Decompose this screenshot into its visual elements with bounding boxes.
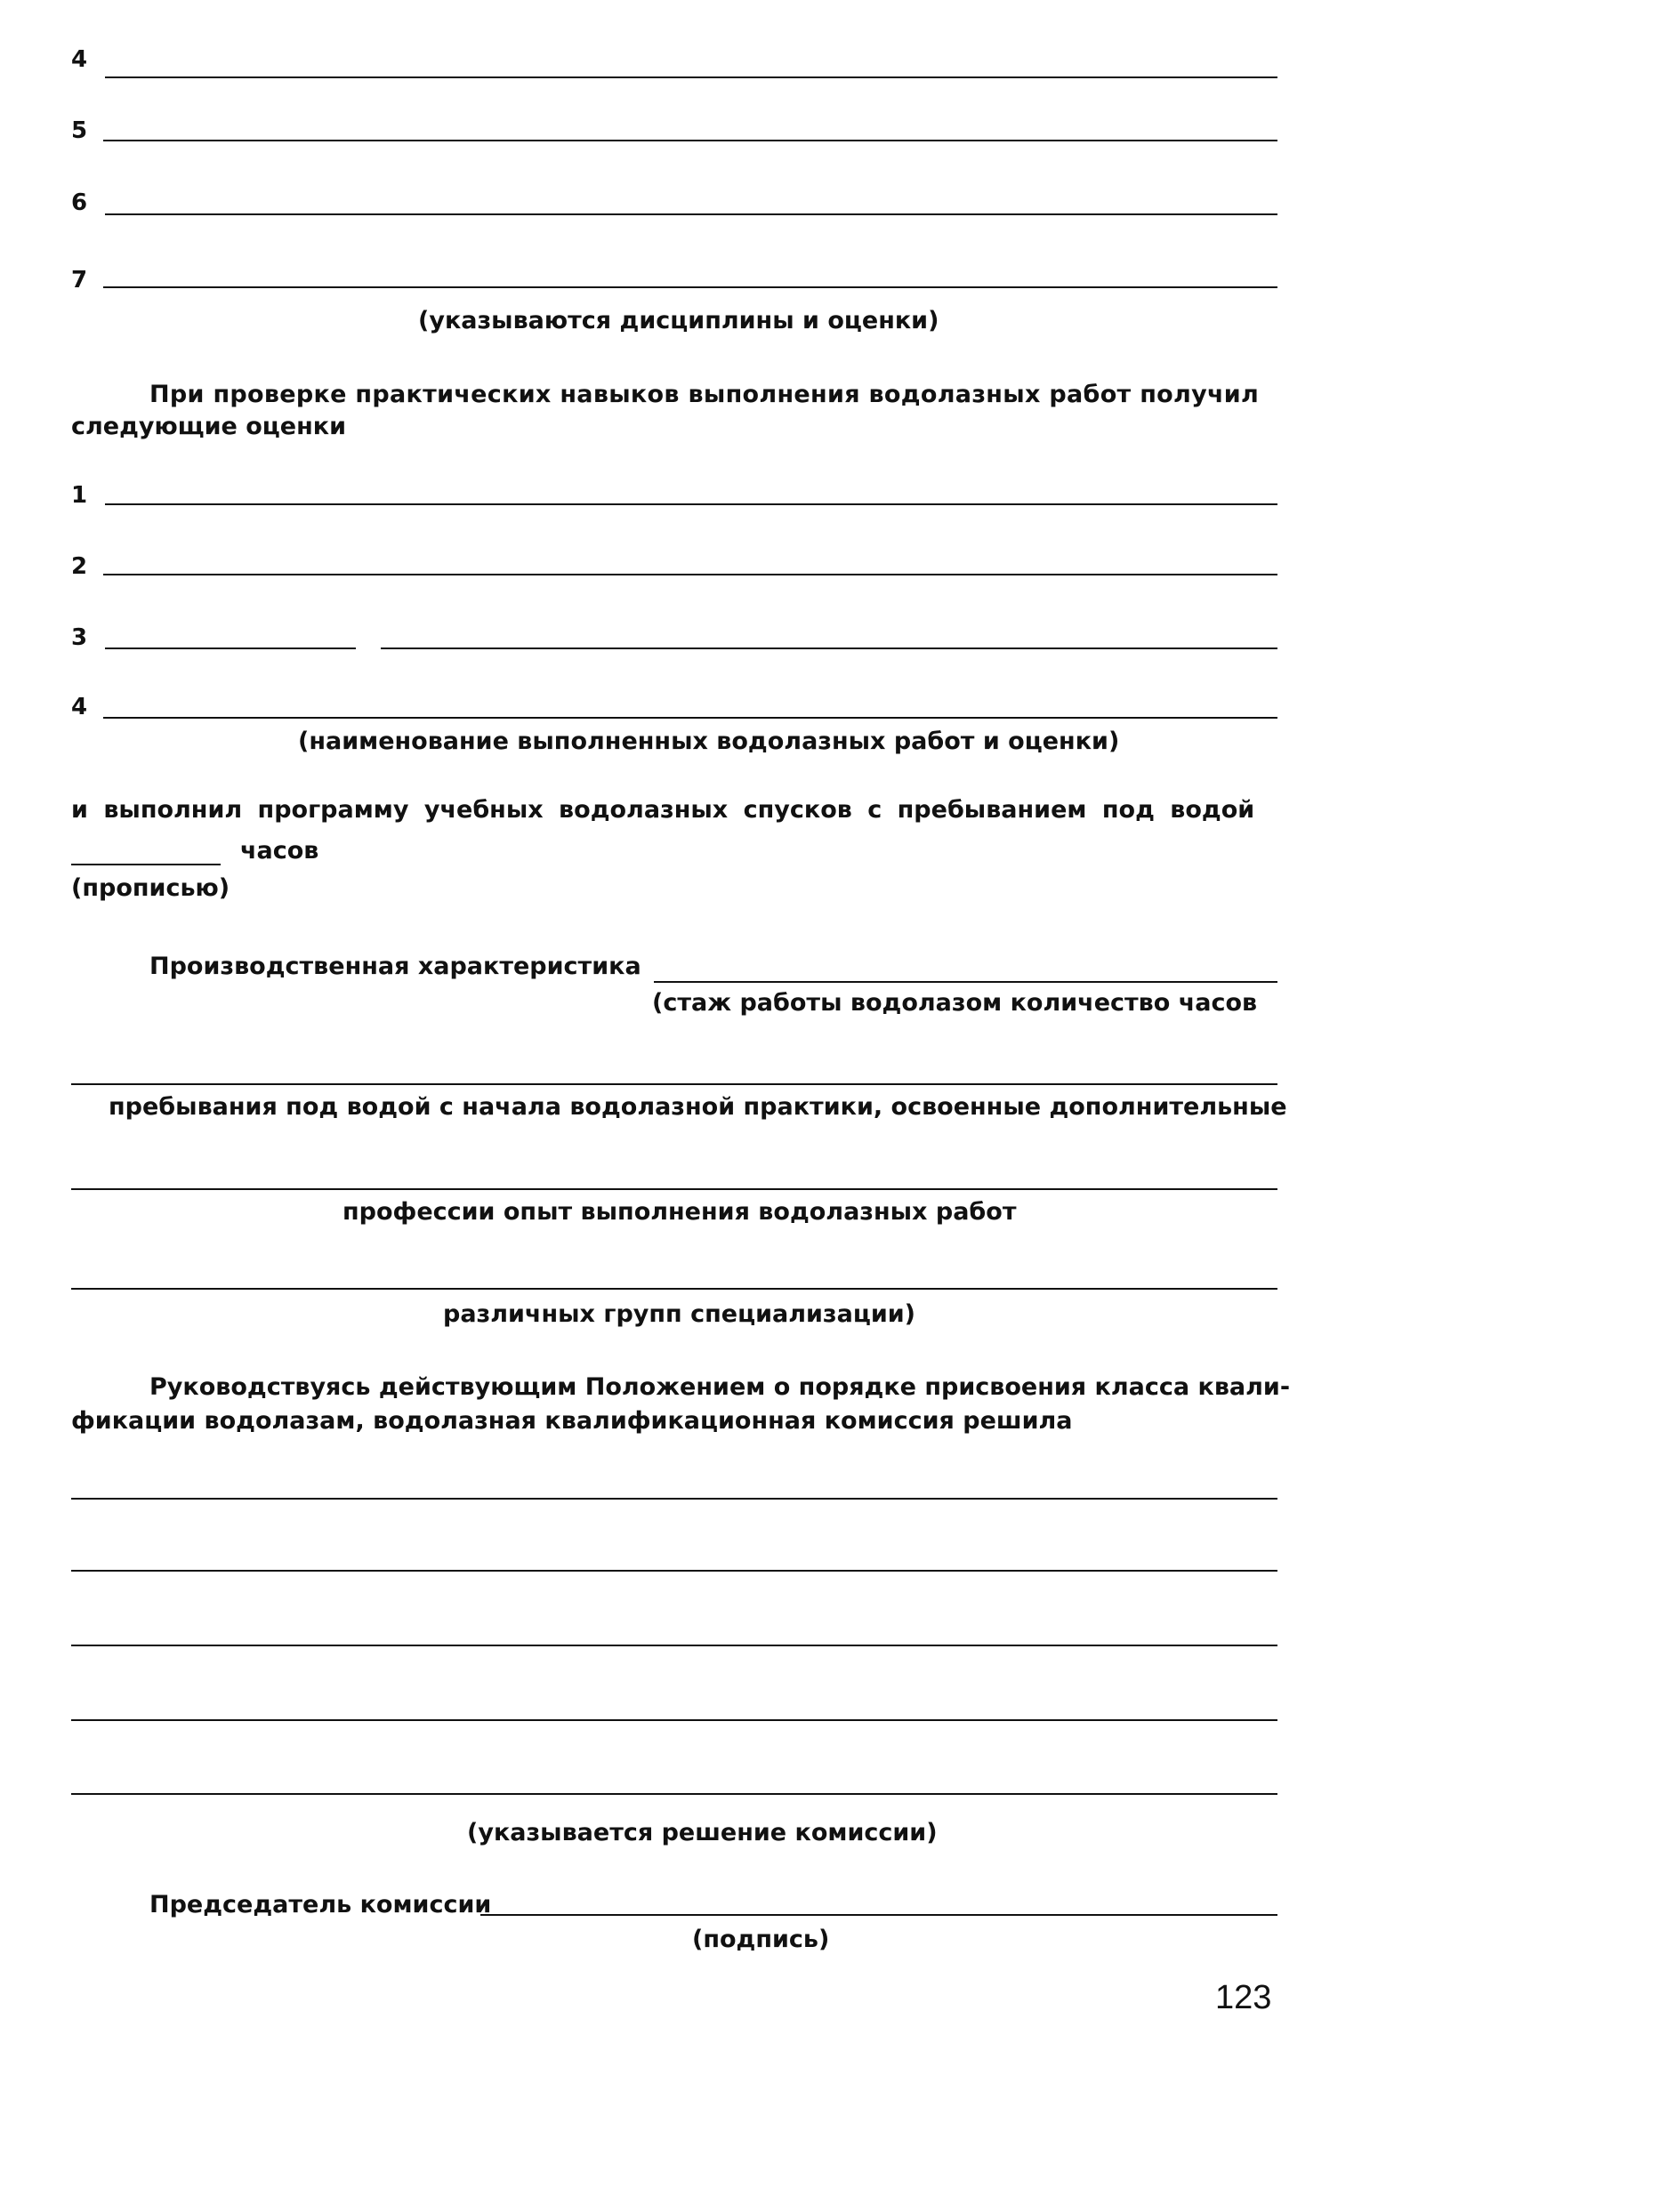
characteristic-line-4[interactable] bbox=[71, 1288, 1277, 1290]
chairman-signature-line[interactable] bbox=[480, 1914, 1277, 1916]
grade-line-6[interactable] bbox=[105, 213, 1277, 215]
grade-line-4[interactable] bbox=[105, 76, 1277, 78]
practical-number-3: 3 bbox=[71, 624, 88, 651]
item-number-4: 4 bbox=[71, 46, 88, 73]
practical-line-3a[interactable] bbox=[105, 648, 356, 649]
characteristic-line-1[interactable] bbox=[654, 981, 1277, 983]
grades-caption: (указываются дисциплины и оценки) bbox=[418, 307, 939, 334]
decision-line-4[interactable] bbox=[71, 1719, 1277, 1721]
practical-caption: (наименование выполненных водолазных работ и оценки) bbox=[298, 728, 1120, 755]
characteristic-caption-4: различных групп специализации) bbox=[443, 1300, 916, 1328]
decision-intro-line1: Руководствуясь действующим Положением о порядке присвоения класса квали- bbox=[149, 1373, 1291, 1401]
characteristic-caption-3: профессии опыт выполнения водолазных работ bbox=[342, 1198, 1017, 1226]
decision-line-5[interactable] bbox=[71, 1793, 1277, 1795]
practical-intro-line2: следующие оценки bbox=[71, 413, 346, 440]
characteristic-label: Производственная характеристика bbox=[149, 953, 641, 980]
chairman-label: Председатель комиссии bbox=[149, 1891, 492, 1918]
practical-line-4[interactable] bbox=[103, 717, 1277, 719]
decision-caption: (указывается решение комиссии) bbox=[467, 1819, 938, 1846]
decision-intro-line2: фикации водолазам, водолазная квалификационная комиссия решила bbox=[71, 1407, 1073, 1435]
item-number-6: 6 bbox=[71, 189, 88, 216]
dives-words-note: (прописью) bbox=[71, 874, 230, 902]
grade-line-7[interactable] bbox=[103, 286, 1277, 288]
decision-line-1[interactable] bbox=[71, 1498, 1277, 1500]
dives-line1: и выполнил программу учебных водолазных спусков с пребыванием под водой bbox=[71, 796, 1255, 824]
page-number: 123 bbox=[1215, 1979, 1272, 2016]
practical-line-1[interactable] bbox=[105, 503, 1277, 505]
characteristic-caption-2: пребывания под водой с начала водолазной практики, освоенные дополнительные bbox=[109, 1093, 1287, 1121]
decision-line-3[interactable] bbox=[71, 1645, 1277, 1646]
practical-line-2[interactable] bbox=[103, 574, 1277, 575]
item-number-5: 5 bbox=[71, 117, 88, 144]
practical-line-3b[interactable] bbox=[381, 648, 1277, 649]
practical-intro-line1: При проверке практических навыков выполнения водолазных работ получил bbox=[149, 381, 1260, 408]
signature-caption: (подпись) bbox=[692, 1926, 830, 1953]
item-number-7: 7 bbox=[71, 267, 88, 294]
characteristic-line-3[interactable] bbox=[71, 1188, 1277, 1190]
practical-number-1: 1 bbox=[71, 482, 88, 509]
practical-number-2: 2 bbox=[71, 553, 88, 580]
characteristic-line-2[interactable] bbox=[71, 1083, 1277, 1085]
dives-hours-label: часов bbox=[240, 837, 319, 865]
decision-line-2[interactable] bbox=[71, 1570, 1277, 1572]
dives-hours-field[interactable] bbox=[71, 864, 221, 865]
characteristic-caption-1: (стаж работы водолазом количество часов bbox=[652, 989, 1258, 1017]
grade-line-5[interactable] bbox=[103, 140, 1277, 141]
practical-number-4: 4 bbox=[71, 694, 88, 720]
